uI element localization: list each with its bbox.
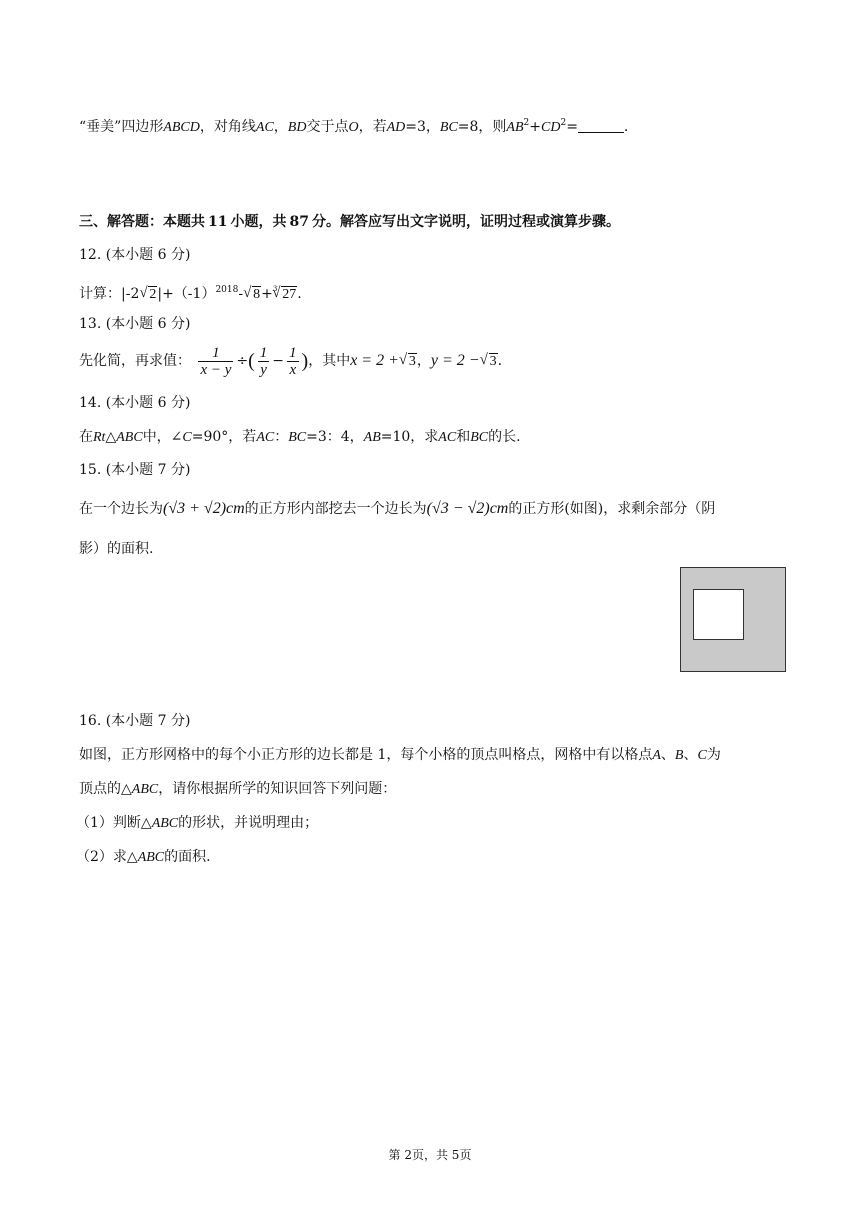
q14-t4: =10，求	[380, 429, 439, 445]
q15-header: 15. (本小题 7 分)	[79, 462, 191, 478]
q12-expression	[79, 280, 302, 306]
q16-part2	[76, 847, 211, 868]
q16-l2a: 顶点的△	[79, 781, 132, 797]
q16-p1a: （1）判断△	[76, 815, 152, 831]
q14-ac: AC	[256, 430, 275, 445]
q11-ab-sq: 2	[523, 118, 530, 128]
q16-a: A	[652, 748, 661, 763]
q13-f3d: x	[287, 361, 299, 378]
q11-eq: =	[566, 119, 578, 135]
q15-expr-outer: (√3 + √2)cm	[163, 500, 245, 517]
q11-text	[79, 113, 628, 138]
q13-yeq: y = 2 −	[430, 352, 480, 369]
q16-p2b: 的面积.	[164, 849, 211, 865]
q14-and: 和	[456, 429, 471, 445]
q16-sep1: 、	[660, 747, 675, 763]
section-3-heading	[79, 212, 620, 232]
sqrt-2	[139, 285, 157, 305]
q16-text-line2	[79, 779, 396, 800]
q12-t1: 计算：|-2	[79, 286, 140, 302]
q11-comma: ，	[273, 119, 288, 135]
q12-end: .	[297, 286, 302, 302]
q11-o: O	[348, 120, 359, 135]
q13-f2d: y	[258, 361, 270, 378]
q14-text	[79, 427, 521, 448]
q16-abc1: ABC	[151, 816, 179, 831]
q11-bc: BC	[439, 120, 458, 135]
q13-minus: −	[272, 353, 285, 369]
q15-expr-inner: (√3 − √2)cm	[426, 500, 509, 517]
q14-bc2: BC	[470, 430, 489, 445]
q13-t2: ，其中	[308, 353, 351, 369]
q14-ac2: AC	[438, 430, 457, 445]
q14-t3: =90°，若	[191, 429, 257, 445]
q14-bc: BC	[288, 430, 307, 445]
q11-t3: 交于点	[306, 119, 349, 135]
q13-f2n: 1	[259, 344, 268, 361]
q12-r27: 27	[282, 287, 297, 302]
sqrt-8	[243, 285, 261, 305]
q16-c: C	[697, 748, 707, 763]
q11-abcd: ABCD	[163, 120, 200, 135]
q14-t2: 中，∠	[142, 429, 183, 445]
q16-sep2: 、	[683, 747, 698, 763]
q11-cd-sq: 2	[560, 118, 567, 128]
q14-c: C	[182, 430, 192, 445]
q11-t4: ，若	[358, 119, 387, 135]
q13-f1d: x − y	[200, 361, 232, 378]
q13-f3n: 1	[289, 344, 297, 361]
cube-root-27	[272, 285, 297, 305]
q16-l2b: ，请你根据所学的知识回答下列问题：	[158, 781, 397, 797]
q14-ratio: =3：4，	[306, 429, 364, 445]
q16-part1	[76, 813, 318, 834]
answer-blank[interactable]	[578, 120, 624, 133]
q13-sep: ，	[416, 353, 431, 369]
q16-abc2: ABC	[137, 850, 165, 865]
q16-b: B	[674, 748, 684, 763]
sqrt-3-b	[480, 344, 498, 380]
page-footer: 第 2页，共 5页	[388, 1148, 472, 1162]
q13-r3a: 3	[408, 354, 416, 369]
q12-exp: 2018	[215, 285, 239, 295]
square-figure	[680, 567, 786, 672]
q11-ad-val: =3，	[405, 119, 440, 135]
q11-ac: AC	[255, 120, 274, 135]
q15-t3: 的正方形(如图)，求剩余部分（阴	[508, 501, 716, 517]
q13-f1n: 1	[212, 344, 220, 361]
q11-bd: BD	[287, 120, 307, 135]
q12-t4: +	[261, 286, 273, 302]
q12-r2: 2	[149, 287, 157, 302]
q13-header: 13. (本小题 6 分)	[79, 316, 191, 332]
q15-t1: 在一个边长为	[79, 501, 163, 517]
fraction-3	[287, 345, 299, 378]
q16-text-line1	[79, 745, 721, 766]
q14-abc: ABC	[116, 430, 143, 445]
q14-tri: △	[105, 429, 117, 445]
fraction-1	[198, 345, 233, 378]
q13-xeq: x = 2 +	[350, 352, 399, 369]
q12-root-index: 3	[272, 285, 278, 293]
q13-lp: (	[248, 350, 255, 372]
cut-out-square	[693, 589, 744, 640]
q13-rp: )	[301, 350, 309, 372]
q11-ab: AB	[506, 120, 524, 135]
q14-colon: ：	[274, 429, 289, 445]
section3-n1: 11	[208, 214, 228, 230]
section3-n2: 87	[289, 214, 309, 230]
q12-header: 12. (本小题 6 分)	[79, 247, 191, 263]
q13-end: .	[497, 353, 503, 369]
q16-p1b: 的形状，并说明理由；	[178, 815, 319, 831]
section3-c: 分。解答应写出文字说明，证明过程或演算步骤。	[311, 214, 620, 230]
q14-ab: AB	[363, 430, 381, 445]
q16-abc: ABC	[131, 782, 159, 797]
q14-t5: 的长.	[488, 429, 521, 445]
q16-p2a: （2）求△	[76, 849, 138, 865]
q15-text-line1	[79, 499, 715, 519]
q16-l1b: 为	[706, 747, 721, 763]
q14-header: 14. (本小题 6 分)	[79, 395, 191, 411]
q11-plus: +	[529, 119, 541, 135]
q14-t1: 在	[79, 429, 93, 445]
q16-l1a: 如图，正方形网格中的每个小正方形的边长都是 1，每个小格的顶点叫格点，网格中有以格点	[79, 747, 653, 763]
q14-rt: Rt	[93, 430, 106, 445]
q12-r8: 8	[253, 287, 261, 302]
q11-t2: ，对角线	[199, 119, 256, 135]
q13-r3b: 3	[489, 354, 497, 369]
q13-t1: 先化简，再求值：	[79, 353, 191, 369]
q11-bc-val: =8，则	[457, 119, 507, 135]
q11-cd: CD	[541, 120, 561, 135]
q15-text-line2: 影）的面积.	[79, 541, 154, 557]
section3-b: 小题，共	[230, 214, 287, 230]
q13-div: ÷	[236, 353, 249, 369]
q11-end: .	[623, 119, 629, 135]
q15-t2: 的正方形内部挖去一个边长为	[244, 501, 427, 517]
q11-t1: “垂美”四边形	[79, 119, 164, 135]
q13-expression	[79, 343, 502, 380]
q12-t3: -	[238, 286, 244, 302]
sqrt-3-a	[399, 344, 417, 380]
q12-t2: |+（-1）	[157, 286, 216, 302]
fraction-2	[258, 345, 270, 378]
q16-header: 16. (本小题 7 分)	[79, 713, 191, 729]
q11-ad: AD	[386, 120, 406, 135]
section3-a: 三、解答题：本题共	[79, 214, 205, 230]
